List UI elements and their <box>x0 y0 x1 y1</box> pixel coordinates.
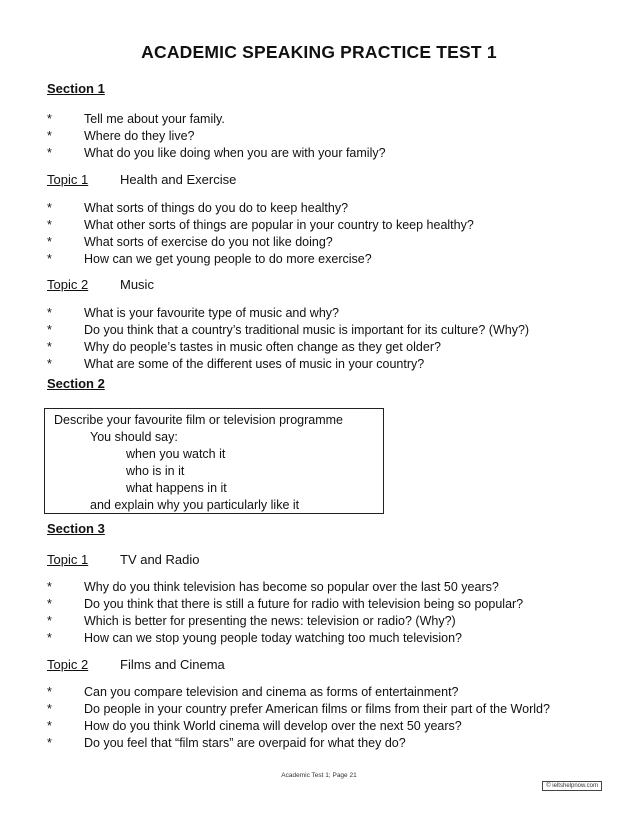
list-item <box>47 718 550 735</box>
list-item <box>47 200 474 217</box>
list-item <box>47 111 386 128</box>
section-1-topic-1-questions <box>47 200 474 268</box>
question-text: How do you think World cinema will develop over the next 50 years? <box>84 719 462 733</box>
bullet: * <box>47 685 52 699</box>
topic-name: TV and Radio <box>120 552 200 567</box>
list-item <box>47 579 523 596</box>
section-3-heading: Section 3 <box>47 521 105 536</box>
list-item <box>47 234 474 251</box>
question-text: Tell me about your family. <box>84 112 225 126</box>
question-text: What other sorts of things are popular in your country to keep healthy? <box>84 218 474 232</box>
list-item <box>47 630 523 647</box>
bullet: * <box>47 631 52 645</box>
cue-card-point: who is in it <box>126 464 185 478</box>
bullet: * <box>47 340 52 354</box>
topic-name: Music <box>120 277 154 292</box>
list-item <box>47 322 529 339</box>
section-3-topic-2-questions <box>47 684 550 752</box>
page-footer: Academic Test 1; Page 21 <box>281 772 357 779</box>
question-text: What sorts of things do you do to keep healthy? <box>84 201 349 215</box>
question-text: Where do they live? <box>84 129 195 143</box>
section-1-topic-2-row <box>47 277 154 292</box>
topic-label: Topic 1 <box>47 172 89 187</box>
list-item <box>47 613 523 630</box>
bullet: * <box>47 146 52 160</box>
list-item <box>47 735 550 752</box>
bullet: * <box>47 597 52 611</box>
question-text: Which is better for presenting the news: television or radio? (Why?) <box>84 614 456 628</box>
bullet: * <box>47 252 52 266</box>
bullet: * <box>47 357 52 371</box>
question-text: What do you like doing when you are with your family? <box>84 146 386 160</box>
question-text: How can we stop young people today watching too much television? <box>84 631 463 645</box>
cue-card-point: when you watch it <box>126 447 226 461</box>
question-text: Why do people’s tastes in music often change as they get older? <box>84 340 441 354</box>
list-item <box>47 128 386 145</box>
bullet: * <box>47 129 52 143</box>
topic-label: Topic 2 <box>47 277 89 292</box>
question-text: Do you think that a country’s traditional music is important for its culture? (Why?) <box>84 323 530 337</box>
question-text: Do people in your country prefer American films or films from their part of the World? <box>84 702 550 716</box>
section-1-topic-1-row <box>47 172 236 187</box>
question-text: What sorts of exercise do you not like doing? <box>84 235 333 249</box>
cue-card-prompt: Describe your favourite film or television programme <box>54 413 343 427</box>
question-text: What are some of the different uses of music in your country? <box>84 357 425 371</box>
cue-card-point: what happens in it <box>126 481 227 495</box>
section-1-questions <box>47 111 386 162</box>
bullet: * <box>47 218 52 232</box>
topic-name: Health and Exercise <box>120 172 237 187</box>
cue-card <box>44 408 384 514</box>
list-item <box>47 701 550 718</box>
list-item <box>47 251 474 268</box>
bullet: * <box>47 235 52 249</box>
bullet: * <box>47 719 52 733</box>
section-3-topic-1-questions <box>47 579 523 647</box>
list-item <box>47 145 386 162</box>
bullet: * <box>47 580 52 594</box>
topic-label: Topic 2 <box>47 657 89 672</box>
bullet: * <box>47 201 52 215</box>
question-text: Why do you think television has become so popular over the last 50 years? <box>84 580 499 594</box>
question-text: How can we get young people to do more exercise? <box>84 252 372 266</box>
bullet: * <box>47 702 52 716</box>
section-1-topic-2-questions <box>47 305 529 373</box>
list-item <box>47 596 523 613</box>
bullet: * <box>47 323 52 337</box>
topic-name: Films and Cinema <box>120 657 225 672</box>
bullet: * <box>47 736 52 750</box>
section-1-heading: Section 1 <box>47 81 105 96</box>
page-title: ACADEMIC SPEAKING PRACTICE TEST 1 <box>141 42 497 62</box>
section-3-topic-1-row <box>47 552 200 567</box>
copyright-badge: © ieltshelpnow.com <box>542 781 602 791</box>
bullet: * <box>47 112 52 126</box>
list-item <box>47 217 474 234</box>
question-text: Do you feel that “film stars” are overpaid for what they do? <box>84 736 406 750</box>
cue-card-you-should-say: You should say: <box>90 430 178 444</box>
list-item <box>47 356 529 373</box>
question-text: Do you think that there is still a future for radio with television being so popular? <box>84 597 524 611</box>
bullet: * <box>47 306 52 320</box>
section-2-heading: Section 2 <box>47 376 105 391</box>
list-item <box>47 305 529 322</box>
question-text: Can you compare television and cinema as forms of entertainment? <box>84 685 459 699</box>
topic-label: Topic 1 <box>47 552 89 567</box>
list-item <box>47 684 550 701</box>
section-3-topic-2-row <box>47 657 225 672</box>
list-item <box>47 339 529 356</box>
cue-card-explain: and explain why you particularly like it <box>90 498 300 512</box>
bullet: * <box>47 614 52 628</box>
question-text: What is your favourite type of music and why? <box>84 306 339 320</box>
